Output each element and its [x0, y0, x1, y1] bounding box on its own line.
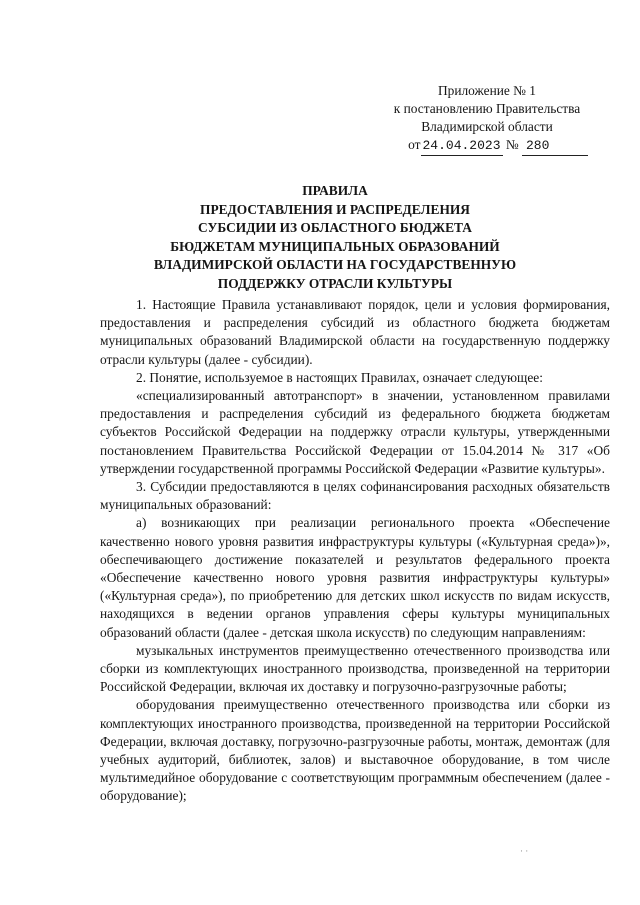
- paragraph-1: 1. Настоящие Правила устанавливают порядок, цели и условия формирования, предоставления и распределения субсидий из областного бюджета бюджетам муниципальных образований Владимирской области на государственную поддержку отрасли культуры (далее - субсидии).: [100, 297, 610, 367]
- date-prefix: от: [408, 137, 421, 152]
- title-line: ВЛАДИМИРСКОЙ ОБЛАСТИ НА ГОСУДАРСТВЕННУЮ: [153, 257, 517, 272]
- number-prefix: №: [505, 137, 519, 152]
- appendix-date-line: [372, 136, 602, 156]
- appendix-header: [372, 82, 602, 156]
- appendix-region: Владимирской области: [421, 119, 553, 134]
- document-title: [100, 182, 570, 293]
- title-line: ПОДДЕРЖКУ ОТРАСЛИ КУЛЬТУРЫ: [217, 275, 453, 291]
- appendix-reference: к постановлению Правительства: [393, 101, 581, 116]
- decree-number: 280: [522, 137, 588, 156]
- title-line: БЮДЖЕТАМ МУНИЦИПАЛЬНЫХ ОБРАЗОВАНИЙ: [170, 238, 500, 254]
- title-line: СУБСИДИИ ИЗ ОБЛАСТНОГО БЮДЖЕТА: [198, 220, 472, 235]
- paragraph-3: 3. Субсидии предоставляются в целях софинансирования расходных обязательств муниципальных образований:: [100, 479, 610, 513]
- paragraph-instruments: музыкальных инструментов преимущественно отечественного производства или сборки из комплектующих иностранного производства, произведенной на территории Российской Федерации, включая их доставку и погрузочно-разгрузочные работы;: [100, 642, 610, 695]
- paragraph-2: 2. Понятие, используемое в настоящих Правилах, означает следующее:: [136, 369, 543, 385]
- paragraph-definition: «специализированный автотранспорт» в значении, установленном правилами предоставления и распределения субсидий из федерального бюджета бюджетам субъектов Российской Федерации на поддержку отрасли культуры, утвержденными постановлением Правительства Российской Федерации от 15.04.2014 № 317 «Об утверждении государственной программы Российской Федерации «Развитие культуры».: [100, 388, 610, 476]
- appendix-title: Приложение № 1: [437, 83, 537, 98]
- decree-date: 24.04.2023: [421, 137, 503, 156]
- title-line: ПРЕДОСТАВЛЕНИЯ И РАСПРЕДЕЛЕНИЯ: [200, 201, 470, 217]
- title-line: ПРАВИЛА: [302, 183, 368, 198]
- paragraph-3a: а) возникающих при реализации регионального проекта «Обеспечение качественно нового уровня развития инфраструктуры культуры («Культурная среда»)», обеспечивающего достижение показателей и результатов федерального проекта «Обеспечение качественно нового уровня развития инфраструктуры культуры» («Культурная среда»), по приобретению для детских школ искусств по видам искусств, находящихся в ведении органов управления сферы культуры муниципальных образований области (далее - детская школа искусств) по следующим направлениям:: [100, 515, 610, 640]
- paragraph-equipment: оборудования преимущественно отечественного производства или сборки из комплектующих иностранного производства, произведенной на территории Российской Федерации, включая доставку, погрузочно-разгрузочные работы, монтаж, демонтаж (для учебных аудиторий, библиотек, залов) и выставочное оборудование, в том числе мультимедийное оборудование с соответствующим программным обеспечением (далее - оборудование);: [100, 697, 610, 804]
- scan-mark: · ·: [520, 846, 529, 856]
- document-body: [100, 296, 610, 806]
